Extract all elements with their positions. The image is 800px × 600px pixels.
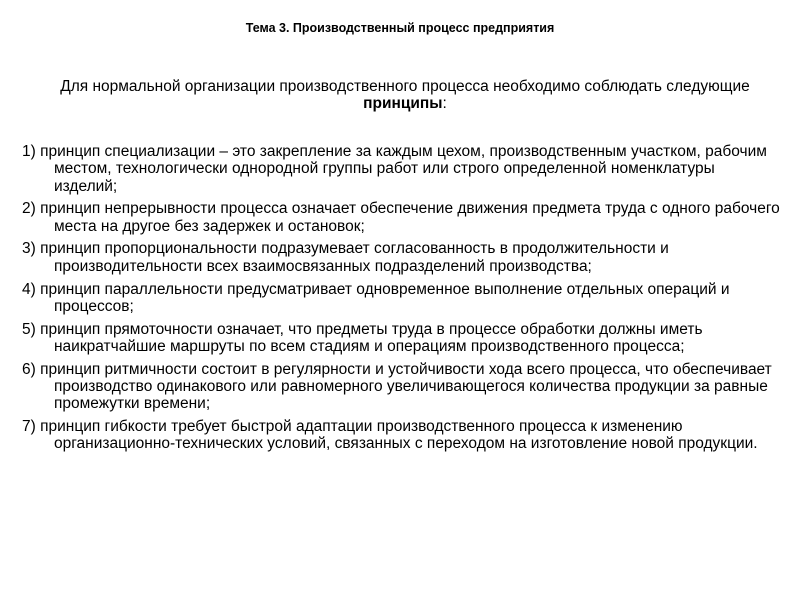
principle-item: 5) принцип прямоточности означает, что предметы труда в процессе обработки должны иметь наикратчайшие маршруты по всем стадиям и операциям производственного процесса; — [22, 320, 703, 355]
principle-item: 4) принцип параллельности предусматривает одновременное выполнение отдельных операций и процессов; — [22, 280, 730, 315]
principle-item: 2) принцип непрерывности процесса означает обеспечение движения предмета труда с одного рабочего места на другое без задержек и остановок; — [22, 200, 780, 235]
intro-colon: : — [442, 95, 447, 112]
intro-text: Для нормальной организации производственного процесса необходимо соблюдать следующие — [60, 78, 750, 95]
slide-title: Тема 3. Производственный процесс предприятия — [245, 21, 555, 35]
principle-item: 1) принцип специализации – это закрепление за каждым цехом, производственным участком, рабочим местом, технологически однородной группы работ или строго определенной номенклатуры изделий; — [22, 143, 767, 195]
principle-item: 6) принцип ритмичности состоит в регулярности и устойчивости хода всего процесса, что обеспечивает производство одинакового или равномерного увеличивающегося количества продукции за равные промежутки времени; — [22, 360, 772, 413]
principles-list — [22, 143, 782, 458]
intro-paragraph — [60, 78, 750, 112]
intro-keyword: принципы — [363, 95, 443, 112]
principle-item: 7) принцип гибкости требует быстрой адаптации производственного процесса к изменению организационно-технических условий, связанных с переходом на изготовление новой продукции. — [22, 418, 758, 453]
principle-item: 3) принцип пропорциональности подразумевает согласованность в продолжительности и производительности всех взаимосвязанных подразделений производства; — [22, 240, 669, 275]
